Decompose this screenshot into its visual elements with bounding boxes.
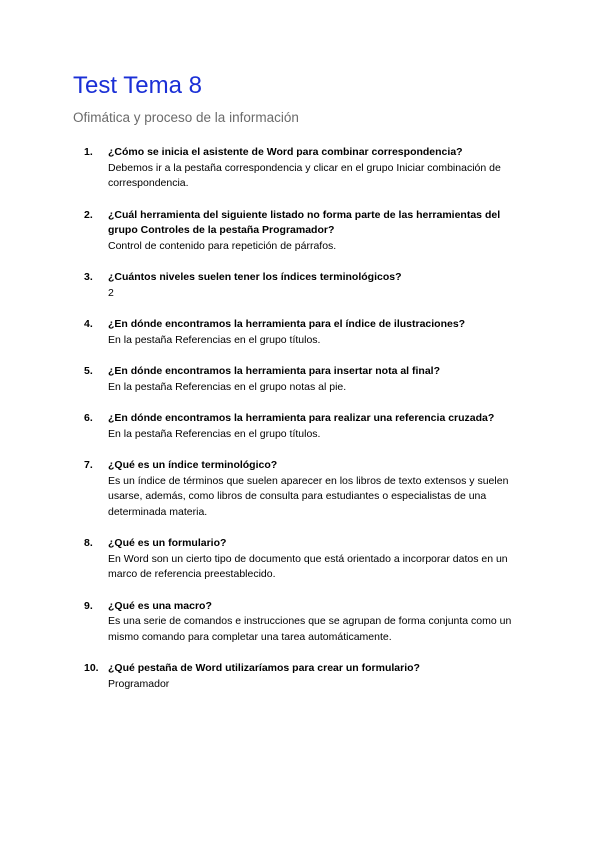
question-text: ¿Cómo se inicia el asistente de Word para combinar correspondencia? [108,146,463,158]
answer-text: Es una serie de comandos e instrucciones que se agrupan de forma conjunta como un mismo comando para completar una tarea automáticamente. [108,615,512,643]
question-list [84,145,524,708]
answer-text: En la pestaña Referencias en el grupo títulos. [108,333,321,346]
question-text: ¿Qué es una macro? [108,599,212,612]
question-number: 8. [84,537,93,549]
question-number: 7. [84,459,93,471]
page-subtitle: Ofimática y proceso de la información [73,110,299,125]
question-text: ¿Cuál herramienta del siguiente listado no forma parte de las herramientas del grupo Controles de la pestaña Programador? [108,208,501,236]
question-text: ¿Qué es un índice terminológico? [108,459,278,471]
question-number: 5. [84,365,93,377]
page-title: Test Tema 8 [73,72,202,99]
question-text: ¿En dónde encontramos la herramienta para el índice de ilustraciones? [108,318,466,330]
answer-text: En la pestaña Referencias en el grupo títulos. [108,427,321,440]
question-item [84,599,524,646]
question-item [84,317,524,348]
question-number: 6. [84,412,93,424]
answer-text: En la pestaña Referencias en el grupo notas al pie. [108,380,347,393]
question-item [84,536,524,583]
question-text: ¿Qué es un formulario? [108,537,227,549]
question-item [84,458,524,520]
answer-text: Programador [108,677,170,690]
question-number: 10. [84,662,99,674]
question-text: ¿Cuántos niveles suelen tener los índices terminológicos? [108,271,402,283]
question-item [84,208,524,255]
question-text: ¿Qué pestaña de Word utilizaríamos para crear un formulario? [108,662,420,674]
answer-text: Control de contenido para repetición de párrafos. [108,239,337,252]
answer-text: En Word son un cierto tipo de documento que está orientado a incorporar datos en un marco de referencia preestablecido. [108,552,508,580]
answer-text: Debemos ir a la pestaña correspondencia y clicar en el grupo Iniciar combinación de correspondencia. [108,161,501,189]
question-item [84,270,524,301]
question-number: 2. [84,208,93,221]
question-number: 9. [84,599,93,612]
question-text: ¿En dónde encontramos la herramienta para realizar una referencia cruzada? [108,412,495,424]
question-text: ¿En dónde encontramos la herramienta para insertar nota al final? [108,365,440,377]
question-item [84,411,524,442]
question-number: 3. [84,271,93,283]
question-item [84,145,524,192]
question-item [84,364,524,395]
answer-text: 2 [108,286,114,299]
question-number: 4. [84,318,93,330]
answer-text: Es un índice de términos que suelen aparecer en los libros de texto extensos y suelen usarse, además, como libros de consulta para estudiantes o especialistas de una determinada materia. [108,474,509,518]
question-item [84,661,524,692]
question-number: 1. [84,146,93,158]
